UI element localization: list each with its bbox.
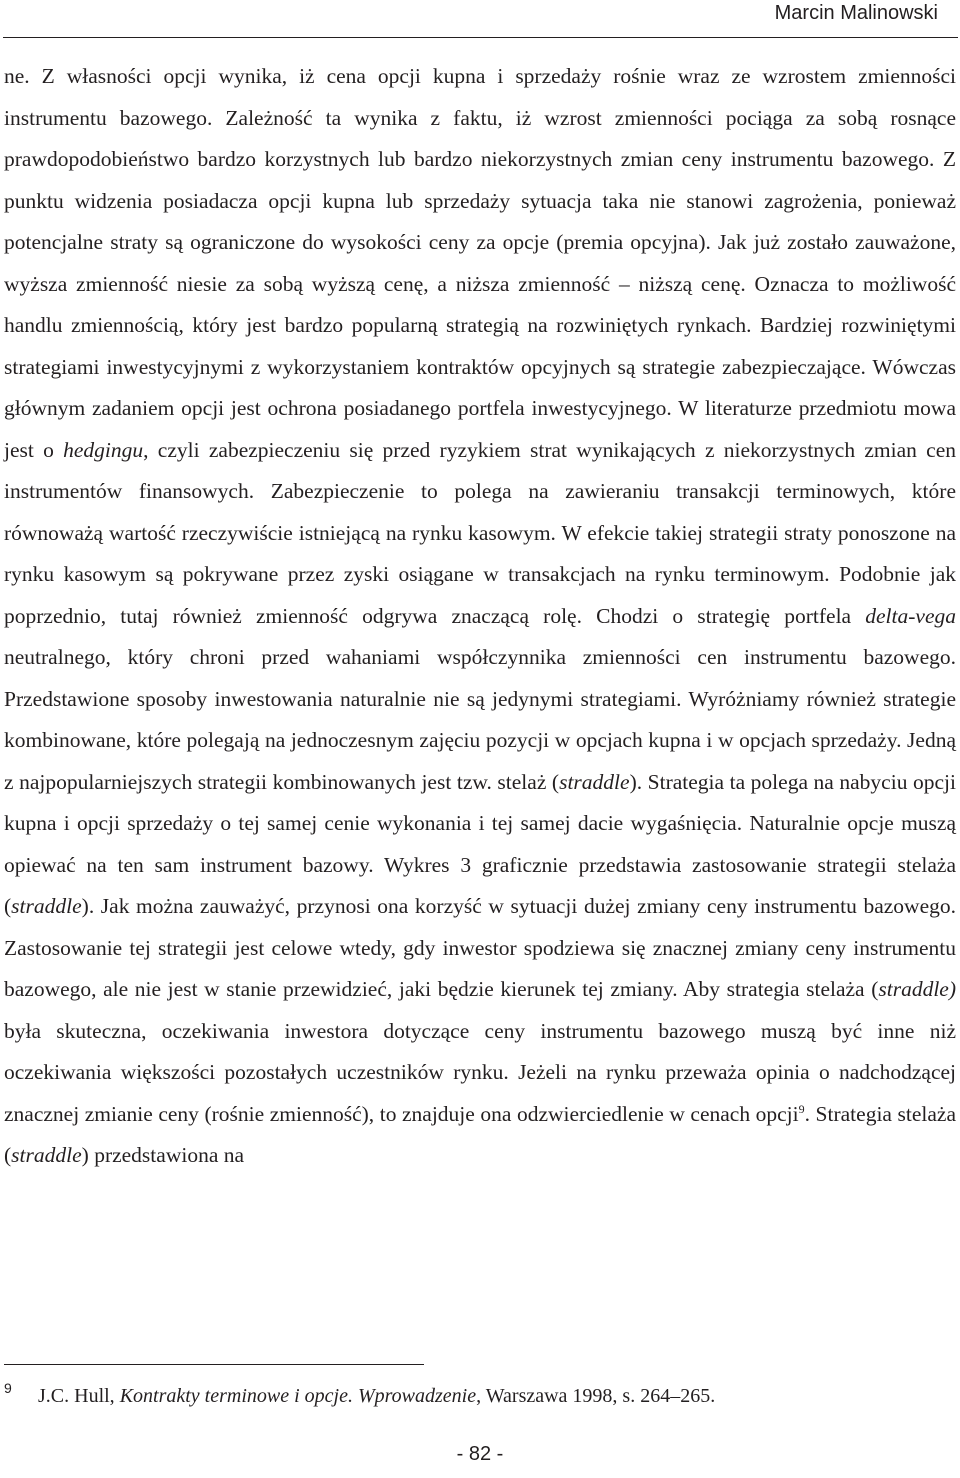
body-text-run: ). Strategia ta polega na nabyciu opcji kupna i opcji sprzedaży o tej samej cenie wykonania i tej samej dacie wygaśnięcia. Naturalnie opcje muszą opiewać na ten sam instrument bazowy. Wykres 3 graficznie przedstawia zastosowanie strategii stelaża (: [4, 769, 956, 918]
italic-term: straddle: [11, 894, 82, 918]
footnote-author: J.C. Hull,: [38, 1385, 120, 1407]
footnote-publication: , Warszawa 1998, s. 264–265.: [476, 1385, 716, 1407]
body-text-run: ). Jak można zauważyć, przynosi ona korzyść w sytuacji dużej zmiany ceny instrumentu bazowego. Zastosowanie tej strategii jest celowe wtedy, gdy inwestor spodziewa się znacznej zmiany ceny instrumentu bazowego, ale nie jest w stanie przewidzieć, jaki będzie kierunek tej zmiany. Aby strategia stelaża (: [4, 894, 956, 1001]
footnote-text: [38, 1382, 715, 1410]
italic-term: hedgingu: [63, 437, 144, 462]
body-text-run: . Strategia stelaża (: [4, 1101, 956, 1167]
footnote-number: 9: [4, 1380, 12, 1396]
footnote-reference: 9: [798, 1101, 805, 1116]
italic-term: straddle): [878, 977, 956, 1001]
header-divider: [3, 37, 958, 38]
body-text-run: ) przedstawiona na: [81, 1143, 245, 1167]
body-text-run: , czyli zabezpieczeniu się przed ryzykiem strat wynikających z niekorzystnych zmian cen instrumentów finansowych. Zabezpieczenie to polega na zawieraniu transakcji terminowych, które równoważą wartość rzeczywiście istniejącą na rynku kasowym. W efekcie takiej strategii straty ponoszone na rynku kasowym są pokrywane przez zyski osiągane w transakcjach na rynku terminowym. Podobnie jak poprzednio, tutaj również zmienność odgrywa znaczącą rolę. Chodzi o strategię portfela: [4, 437, 956, 628]
body-text-run: ne. Z własności opcji wynika, iż cena opcji kupna i sprzedaży rośnie wraz ze wzrostem zmienności instrumentu bazowego. Zależność ta wynika z faktu, iż wzrost zmienności pociąga za sobą rosnące prawdopodobieństwo bardzo korzystnych lub bardzo niekorzystnych zmian ceny instrumentu bazowego. Z punktu widzenia posiadacza opcji kupna lub sprzedaży sytuacja taka nie stanowi zagrożenia, ponieważ potencjalne straty są ograniczone do wysokości ceny za opcje (premia opcyjna). Jak już zostało zauważone, wyższa zmienność niesie za sobą wyższą cenę, a niższa zmienność – niższą cenę. Oznacza to możliwość handlu zmiennością, który jest bardzo popularną strategią na rozwiniętych rynkach. Bardziej rozwiniętymi strategiami inwestycyjnymi z wykorzystaniem kontraktów opcyjnych są strategie zabezpieczające. Wówczas głównym zadaniem opcji jest ochrona posiadanego portfela inwestycyjnego. W literaturze przedmiotu mowa jest o: [4, 64, 956, 462]
body-paragraph: [4, 56, 956, 1177]
footnote-title: Kontrakty terminowe i opcje. Wprowadzenie: [119, 1385, 477, 1407]
footnote-divider: [4, 1364, 424, 1365]
italic-term: straddle: [559, 769, 630, 794]
body-text-run: była skuteczna, oczekiwania inwestora dotyczące ceny instrumentu bazowego muszą być inne niż oczekiwania większości pozostałych uczestników rynku. Jeżeli na rynku przeważa opinia o nadchodzącej znacznej zmianie ceny (rośnie zmienność), to znajduje ona odzwierciedlenie w cenach opcji: [4, 1018, 956, 1126]
running-header-author: Marcin Malinowski: [774, 2, 938, 24]
italic-term: delta-vega: [865, 603, 956, 628]
italic-term: straddle: [11, 1143, 82, 1167]
body-text-run: neutralnego, który chroni przed wahaniami współczynnika zmienności cen instrumentu bazowego. Przedstawione sposoby inwestowania naturalnie nie są jedynymi strategiami. Wyróżniamy również strategie kombinowane, które polegają na jednoczesnym zajęciu pozycji w opcjach kupna i w opcjach sprzedaży. Jedną z najpopularniejszych strategii kombinowanych jest tzw. stelaż (: [4, 645, 956, 794]
page-number: - 82 -: [456, 1443, 504, 1465]
